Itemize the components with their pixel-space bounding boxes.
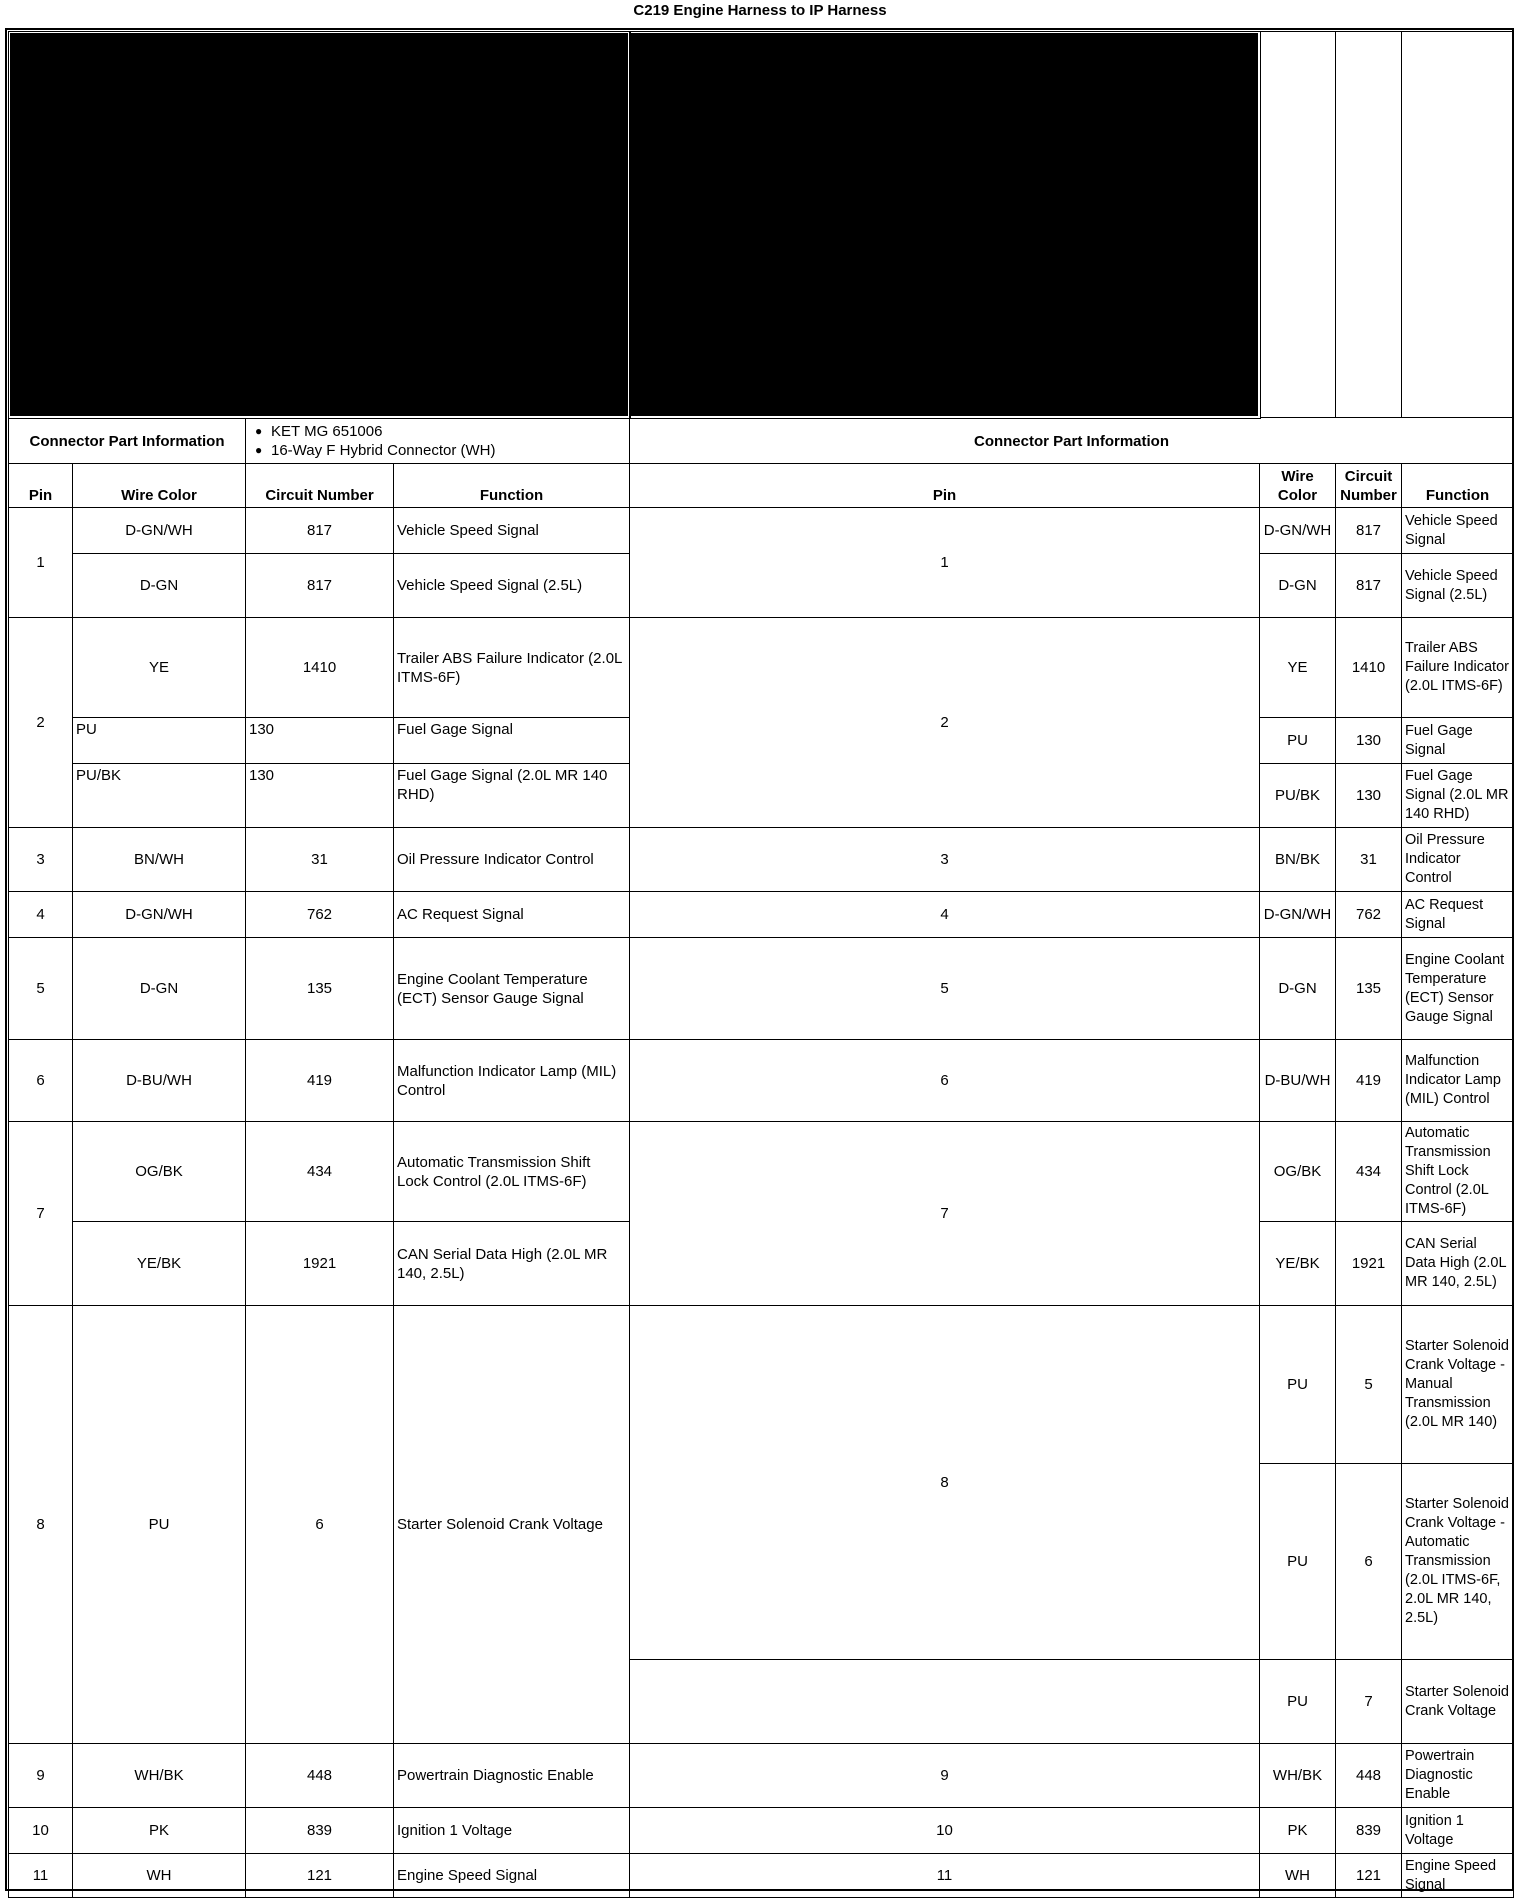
pin-cell: 6	[9, 1040, 73, 1122]
wire-color-cell: YE	[73, 618, 246, 718]
pin-cell: 9	[9, 1744, 73, 1808]
circuit-cell: 817	[246, 508, 394, 554]
function-cell: Powertrain Diagnostic Enable	[394, 1744, 630, 1808]
function-cell: Oil Pressure Indicator Control	[1402, 828, 1514, 892]
wire-color-cell: PU	[73, 1306, 246, 1744]
function-cell: Ignition 1 Voltage	[1402, 1808, 1514, 1854]
col-header-wire-color: Wire Color	[73, 464, 246, 508]
circuit-cell: 6	[1336, 1464, 1402, 1660]
circuit-cell: 135	[246, 938, 394, 1040]
function-cell: Malfunction Indicator Lamp (MIL) Control	[394, 1040, 630, 1122]
function-cell: Fuel Gage Signal (2.0L MR 140 RHD)	[394, 764, 630, 828]
pin-cell: 3	[630, 828, 1260, 892]
wire-color-cell: YE/BK	[1260, 1222, 1336, 1306]
circuit-cell: 121	[1336, 1854, 1402, 1898]
function-cell: Starter Solenoid Crank Voltage	[394, 1306, 630, 1744]
function-cell: Starter Solenoid Crank Voltage	[1402, 1660, 1514, 1744]
col-header-circuit: Circuit Number	[246, 464, 394, 508]
wire-color-cell: WH/BK	[1260, 1744, 1336, 1808]
circuit-cell: 1410	[1336, 618, 1402, 718]
pin-cell: 1	[630, 508, 1260, 618]
wire-color-cell: D-GN/WH	[73, 892, 246, 938]
right-connector-info-label: Connector Part Information	[630, 418, 1514, 464]
table-row	[9, 938, 1514, 1040]
part-info-item: ● 16-Way F Hybrid Connector (WH)	[249, 441, 626, 460]
circuit-cell: 448	[1336, 1744, 1402, 1808]
circuit-cell: 121	[246, 1854, 394, 1898]
wire-color-cell: D-GN	[1260, 938, 1336, 1040]
page-title: C219 Engine Harness to IP Harness	[633, 2, 887, 19]
pin-cell: 5	[630, 938, 1260, 1040]
table-row	[9, 1040, 1514, 1122]
part-info-item: ● KET MG 651006	[249, 422, 626, 441]
wire-color-cell: D-GN	[73, 938, 246, 1040]
circuit-cell: 762	[246, 892, 394, 938]
function-cell: Vehicle Speed Signal (2.5L)	[394, 554, 630, 618]
wire-color-cell: PU	[1260, 1660, 1336, 1744]
circuit-cell: 31	[1336, 828, 1402, 892]
wire-color-cell: D-GN	[73, 554, 246, 618]
blank-cell	[1260, 32, 1336, 418]
wire-color-cell: PU	[73, 718, 246, 764]
col-header-pin: Pin	[9, 464, 73, 508]
pin-cell: 3	[9, 828, 73, 892]
pin-cell: 11	[9, 1854, 73, 1898]
function-cell: Engine Coolant Temperature (ECT) Sensor Gauge Signal	[394, 938, 630, 1040]
blank-cell	[1336, 32, 1402, 418]
pin-cell: 5	[9, 938, 73, 1040]
col-header-wire-color: Wire Color	[1260, 464, 1336, 508]
connector-table	[7, 30, 1514, 1898]
wire-color-cell: D-GN/WH	[73, 508, 246, 554]
table-row	[9, 1854, 1514, 1898]
pin-cell: 8	[9, 1306, 73, 1744]
table-row	[9, 1306, 1514, 1464]
col-header-pin: Pin	[630, 464, 1260, 508]
wire-color-cell: PK	[73, 1808, 246, 1854]
function-cell: Trailer ABS Failure Indicator (2.0L ITMS-6F)	[394, 618, 630, 718]
circuit-cell: 1410	[246, 618, 394, 718]
function-cell: Malfunction Indicator Lamp (MIL) Control	[1402, 1040, 1514, 1122]
circuit-cell: 1921	[246, 1222, 394, 1306]
circuit-cell: 31	[246, 828, 394, 892]
function-cell: Fuel Gage Signal (2.0L MR 140 RHD)	[1402, 764, 1514, 828]
wire-color-cell: PU	[1260, 718, 1336, 764]
circuit-cell: 817	[246, 554, 394, 618]
pin-cell: 9	[630, 1744, 1260, 1808]
wire-color-cell: D-BU/WH	[1260, 1040, 1336, 1122]
wire-color-cell: YE	[1260, 618, 1336, 718]
function-cell: Trailer ABS Failure Indicator (2.0L ITMS-6F)	[1402, 618, 1514, 718]
function-cell: Starter Solenoid Crank Voltage - Automatic Transmission (2.0L ITMS-6F, 2.0L MR 140, 2.5L)	[1402, 1464, 1514, 1660]
wire-color-cell: PU	[1260, 1464, 1336, 1660]
wire-color-cell: PU/BK	[1260, 764, 1336, 828]
circuit-cell: 817	[1336, 554, 1402, 618]
circuit-cell: 5	[1336, 1306, 1402, 1464]
function-cell: AC Request Signal	[1402, 892, 1514, 938]
pin-cell: 4	[9, 892, 73, 938]
left-connector-info	[246, 418, 630, 464]
table-row	[9, 1122, 1514, 1222]
circuit-cell: 130	[1336, 764, 1402, 828]
function-cell: Automatic Transmission Shift Lock Control (2.0L ITMS-6F)	[1402, 1122, 1514, 1222]
circuit-cell: 1921	[1336, 1222, 1402, 1306]
function-cell: Automatic Transmission Shift Lock Control (2.0L ITMS-6F)	[394, 1122, 630, 1222]
wire-color-cell: D-GN/WH	[1260, 892, 1336, 938]
blank-cell	[1402, 32, 1514, 418]
wire-color-cell: BN/WH	[73, 828, 246, 892]
table-row	[9, 828, 1514, 892]
table-row	[9, 1744, 1514, 1808]
function-cell: Oil Pressure Indicator Control	[394, 828, 630, 892]
pin-cell: 6	[630, 1040, 1260, 1122]
circuit-cell: 419	[246, 1040, 394, 1122]
pin-cell: 7	[9, 1122, 73, 1306]
table-row	[9, 892, 1514, 938]
pin-cell: 8	[630, 1306, 1260, 1660]
pin-cell: 10	[630, 1808, 1260, 1854]
function-cell: CAN Serial Data High (2.0L MR 140, 2.5L)	[394, 1222, 630, 1306]
function-cell: Engine Speed Signal	[1402, 1854, 1514, 1898]
pin-cell: 11	[630, 1854, 1260, 1898]
circuit-cell: 419	[1336, 1040, 1402, 1122]
left-connector-info-label: Connector Part Information	[9, 418, 246, 464]
circuit-cell: 130	[1336, 718, 1402, 764]
circuit-cell: 839	[1336, 1808, 1402, 1854]
circuit-cell: 7	[1336, 1660, 1402, 1744]
wire-color-cell: WH	[73, 1854, 246, 1898]
function-cell: Vehicle Speed Signal	[1402, 508, 1514, 554]
circuit-cell: 130	[246, 764, 394, 828]
wire-color-cell: D-BU/WH	[73, 1040, 246, 1122]
wire-color-cell: WH	[1260, 1854, 1336, 1898]
circuit-cell: 135	[1336, 938, 1402, 1040]
table-row	[9, 618, 1514, 718]
function-cell: Fuel Gage Signal	[394, 718, 630, 764]
circuit-cell: 839	[246, 1808, 394, 1854]
circuit-cell: 434	[246, 1122, 394, 1222]
pin-cell: 10	[9, 1808, 73, 1854]
wire-color-cell: OG/BK	[1260, 1122, 1336, 1222]
pin-cell: 2	[630, 618, 1260, 828]
circuit-cell: 6	[246, 1306, 394, 1744]
wire-color-cell: BN/BK	[1260, 828, 1336, 892]
wire-color-cell: PU	[1260, 1306, 1336, 1464]
col-header-function: Function	[394, 464, 630, 508]
wire-color-cell: D-GN	[1260, 554, 1336, 618]
wire-color-cell: WH/BK	[73, 1744, 246, 1808]
circuit-cell: 448	[246, 1744, 394, 1808]
function-cell: AC Request Signal	[394, 892, 630, 938]
connector-image-right	[630, 32, 1260, 418]
circuit-cell: 130	[246, 718, 394, 764]
circuit-cell: 762	[1336, 892, 1402, 938]
wire-color-cell: PU/BK	[73, 764, 246, 828]
circuit-cell: 434	[1336, 1122, 1402, 1222]
function-cell: CAN Serial Data High (2.0L MR 140, 2.5L)	[1402, 1222, 1514, 1306]
function-cell: Vehicle Speed Signal (2.5L)	[1402, 554, 1514, 618]
function-cell: Ignition 1 Voltage	[394, 1808, 630, 1854]
function-cell: Starter Solenoid Crank Voltage - Manual Transmission (2.0L MR 140)	[1402, 1306, 1514, 1464]
wire-color-cell: PK	[1260, 1808, 1336, 1854]
function-cell: Engine Coolant Temperature (ECT) Sensor Gauge Signal	[1402, 938, 1514, 1040]
pin-cell: 7	[630, 1122, 1260, 1306]
wire-color-cell: OG/BK	[73, 1122, 246, 1222]
table-row	[9, 1808, 1514, 1854]
function-cell: Engine Speed Signal	[394, 1854, 630, 1898]
function-cell: Fuel Gage Signal	[1402, 718, 1514, 764]
col-header-function: Function	[1402, 464, 1514, 508]
wire-color-cell: YE/BK	[73, 1222, 246, 1306]
pin-cell	[630, 1660, 1260, 1744]
function-cell: Powertrain Diagnostic Enable	[1402, 1744, 1514, 1808]
wire-color-cell: D-GN/WH	[1260, 508, 1336, 554]
table-row	[9, 508, 1514, 554]
col-header-circuit: Circuit Number	[1336, 464, 1402, 508]
connector-image-left	[9, 32, 630, 418]
pin-cell: 1	[9, 508, 73, 618]
circuit-cell: 817	[1336, 508, 1402, 554]
pin-cell: 2	[9, 618, 73, 828]
pin-cell: 4	[630, 892, 1260, 938]
function-cell: Vehicle Speed Signal	[394, 508, 630, 554]
